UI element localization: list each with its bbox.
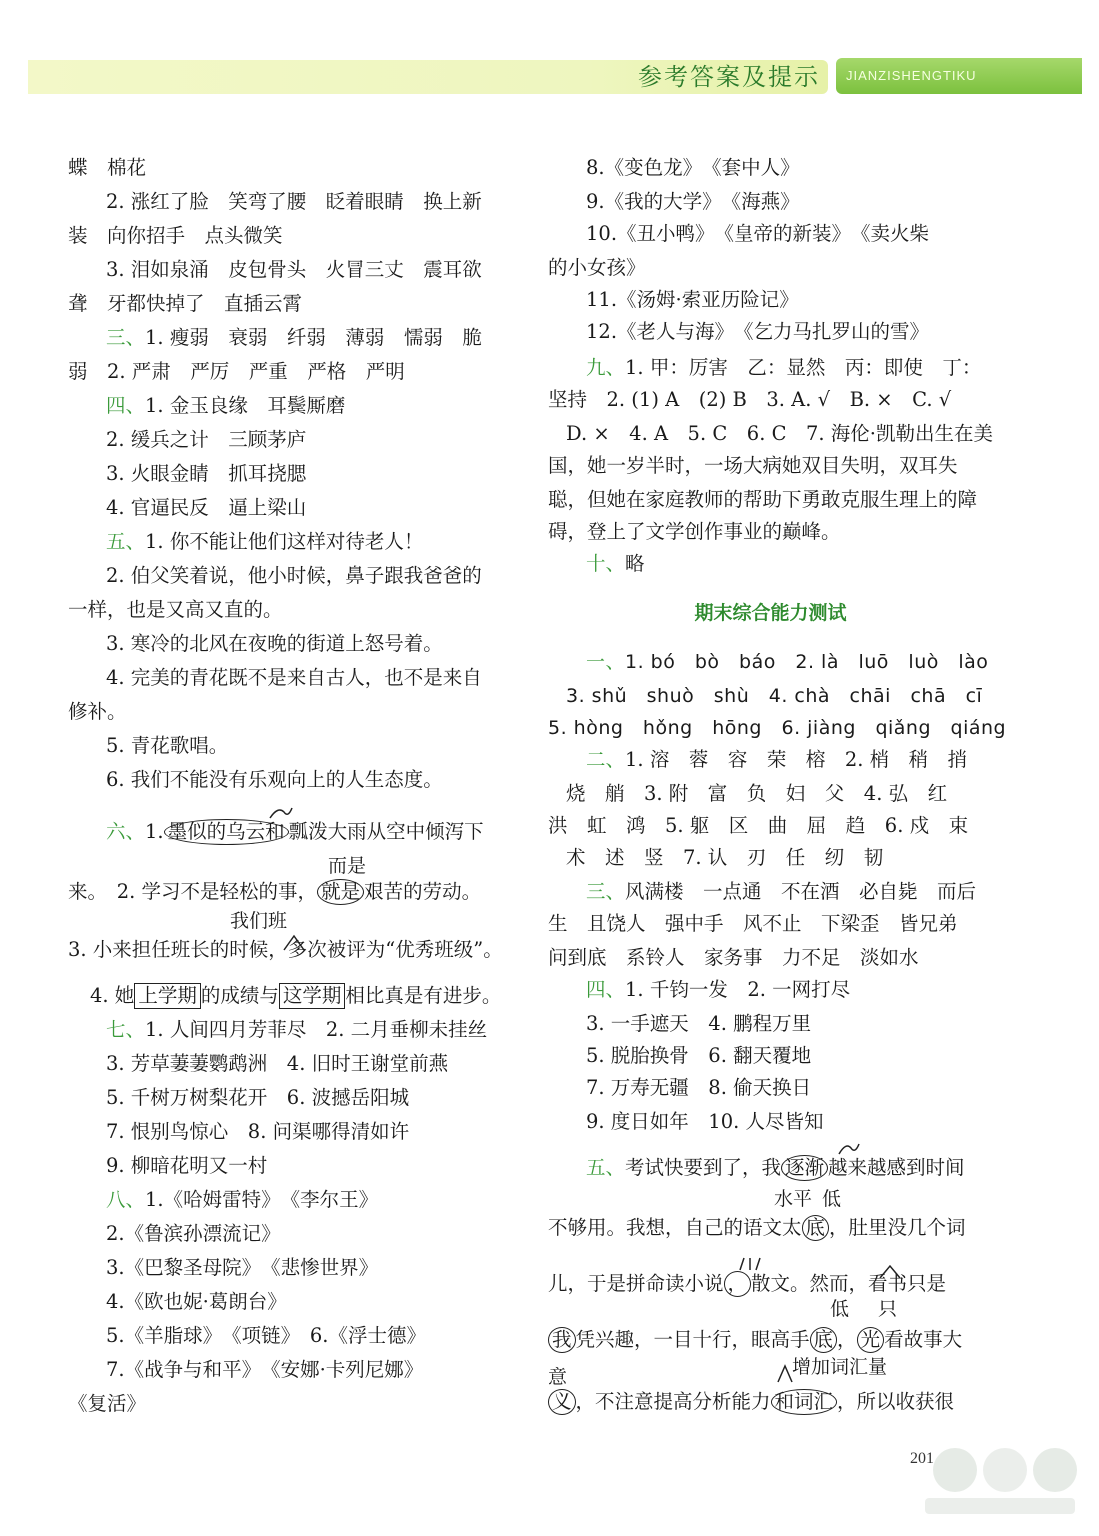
answer-text: ，肚里没几个词 [829, 1216, 966, 1239]
answer-line [586, 354, 981, 382]
answer-text: 4. 她 [90, 984, 135, 1007]
answer-line: 2. 缓兵之计 三顾茅庐 [106, 428, 307, 451]
answer-text: 相比真是有进步。 [345, 984, 502, 1007]
page-title: 参考答案及提示 [638, 63, 820, 91]
answer-text: 来。 2. 学习不是轻松的事， [68, 880, 318, 903]
answer-line: 3. 火眼金睛 抓耳挠腮 [106, 462, 307, 485]
answer-line: 《复活》 [68, 1392, 147, 1415]
answer-text: ，所以收获很 [837, 1390, 955, 1413]
circled-correction: 墨似的乌云和 [164, 819, 289, 845]
answer-line [106, 1186, 378, 1214]
circled-correction: 和词汇 [771, 1389, 838, 1415]
section-number: 六、 [106, 820, 146, 843]
answer-line [106, 392, 345, 420]
answer-line: 洪 虹 鸿 5. 躯 区 曲 屈 趋 6. 戍 束 [548, 814, 969, 837]
section-number: 四、 [106, 394, 146, 417]
section-number: 七、 [106, 1018, 146, 1041]
answer-text: 1. 甲：厉害 乙：显然 丙：即使 丁： [625, 356, 982, 379]
answer-line [106, 528, 423, 556]
answer-line: 3.《巴黎圣母院》 《悲惨世界》 [106, 1256, 379, 1279]
answer-text: 凭兴趣，一目十行，眼高手 [575, 1328, 810, 1351]
answer-line: 5. 脱胎换骨 6. 翻天覆地 [586, 1044, 812, 1067]
answer-line [586, 976, 850, 1004]
answer-line [548, 1214, 966, 1242]
answer-text: 1. 瘦弱 衰弱 纤弱 薄弱 懦弱 脆 [145, 326, 482, 349]
answer-line: 12.《老人与海》 《乞力马扎罗山的雪》 [586, 320, 930, 343]
answer-line: 11.《汤姆·索亚历险记》 [586, 288, 799, 311]
answer-line: 碍，登上了文学创作事业的巅峰。 [548, 520, 841, 543]
correction-note: 水平 [774, 1188, 813, 1210]
correction-note: 只 [878, 1298, 898, 1320]
circled-correction: 就是 [317, 879, 364, 905]
delete-mark-icon [836, 1140, 862, 1158]
answer-line: 2.《鲁滨孙漂流记》 [106, 1222, 281, 1245]
answer-text: 1. 千钧一发 2. 一网打尽 [625, 978, 851, 1001]
answer-text: 的成绩与 [200, 984, 279, 1007]
page-number: 201 [910, 1450, 934, 1467]
answer-line: 10.《丑小鸭》 《皇帝的新装》 《卖火柴 [586, 222, 930, 245]
answer-line: 3. 一手遮天 4. 鹏程万里 [586, 1012, 812, 1035]
answer-text: 1. [145, 820, 164, 843]
answer-line: 2. 伯父笑着说，他小时候，鼻子跟我爸爸的 [106, 564, 482, 587]
answer-line: 烧 艄 3. 附 富 负 妇 父 4. 弘 红 [566, 782, 948, 805]
answer-line: 问到底 系铃人 家务事 力不足 淡如水 [548, 946, 919, 969]
answer-line: 3. 小来担任班长的时候，多次被评为“优秀班级”。 [68, 938, 503, 961]
answer-line: D. × 4. A 5. C 6. C 7. 海伦·凯勒出生在美 [566, 422, 994, 445]
answer-text: 看故事大 [884, 1328, 963, 1351]
answer-line [586, 746, 967, 774]
answer-line: 7. 恨别鸟惊心 8. 问渠哪得清如许 [106, 1120, 410, 1143]
answer-line: 2. 涨红了脸 笑弯了腰 眨着眼睛 换上新 [106, 190, 482, 213]
answer-text: 不够用。我想，自己的语文太 [548, 1216, 802, 1239]
answer-text: 散文。然而，看书只是 [751, 1272, 947, 1295]
boxed-text: 上学期 [134, 983, 201, 1009]
section-number: 五、 [586, 1156, 626, 1179]
circled-correction: ， [724, 1271, 752, 1297]
answer-text: 1.《哈姆雷特》 《李尔王》 [145, 1188, 379, 1211]
section-number: 二、 [586, 748, 626, 771]
answer-line: 修补。 [68, 700, 127, 723]
correction-note: 意 [548, 1366, 568, 1388]
answer-line: 术 述 竖 7. 认 刃 任 纫 韧 [566, 846, 884, 869]
circled-correction: 我 [548, 1327, 576, 1353]
section-heading: 期末综合能力测试 [694, 602, 847, 624]
answer-line: 聪，但她在家庭教师的帮助下勇敢克服生理上的障 [548, 488, 978, 511]
watermark-logo-icon [915, 1440, 1085, 1520]
answer-line [586, 648, 988, 676]
section-number: 三、 [586, 880, 626, 903]
answer-line [106, 818, 484, 846]
answer-text: 瓢泼大雨从空中倾泻下 [288, 820, 484, 843]
correction-note: 低 [830, 1298, 850, 1320]
circled-correction: 底 [802, 1215, 830, 1241]
circled-correction: 光 [857, 1327, 885, 1353]
section-number: 一、 [586, 651, 626, 673]
answer-text: 1. bó bò báo 2. là luō luò lào [625, 651, 989, 673]
section-number: 五、 [106, 530, 146, 553]
circled-correction: 义 [548, 1389, 576, 1415]
answer-text: 艰苦的劳动。 [364, 880, 482, 903]
answer-text: ，不注意提高分析能力 [575, 1390, 771, 1413]
answer-line: 一样，也是又高又直的。 [68, 598, 283, 621]
answer-line: 蝶 棉花 [68, 156, 147, 179]
correction-note: 我们班 [230, 910, 288, 932]
answer-line: 5. 青花歌唱。 [106, 734, 229, 757]
correction-note: 低 [822, 1188, 842, 1210]
answer-line [106, 324, 482, 352]
section-number: 四、 [586, 978, 626, 1001]
answer-line: 4. 官逼民反 逼上梁山 [106, 496, 307, 519]
answer-text: 1. 金玉良缘 耳鬓厮磨 [145, 394, 346, 417]
answer-line: 9. 柳暗花明又一村 [106, 1154, 268, 1177]
answer-text: 略 [625, 552, 645, 575]
header-tab-label: JIANZISHENGTIKU [846, 68, 977, 83]
section-number: 三、 [106, 326, 146, 349]
answer-line: 5.《羊脂球》 《项链》 6.《浮士德》 [106, 1324, 426, 1347]
answer-line [586, 550, 645, 578]
answer-text: 1. 溶 蓉 容 荣 榕 2. 梢 稍 捎 [625, 748, 968, 771]
answer-text: 1. 人间四月芳菲尽 2. 二月垂柳未挂丝 [145, 1018, 488, 1041]
answer-line: 5. 千树万树梨花开 6. 波撼岳阳城 [106, 1086, 410, 1109]
answer-line [68, 878, 481, 906]
correction-note: 而是 [328, 855, 367, 877]
section-number: 九、 [586, 356, 626, 379]
answer-line: 装 向你招手 点头微笑 [68, 224, 283, 247]
answer-text: 越来越感到时间 [828, 1156, 965, 1179]
circled-correction: 逐渐 [781, 1155, 828, 1181]
boxed-text: 这学期 [279, 983, 346, 1009]
answer-line: 5. hòng hǒng hōng 6. jiàng qiǎng qiáng [548, 717, 1007, 739]
answer-line: 弱 2. 严肃 严厉 严重 严格 严明 [68, 360, 405, 383]
answer-line: 的小女孩》 [548, 256, 646, 279]
answer-line: 3. 芳草萋萋鹦鹉洲 4. 旧时王谢堂前燕 [106, 1052, 449, 1075]
delete-mark-icon [736, 1256, 766, 1272]
answer-line: 3. shǔ shuò shù 4. chà chāi chā cī [566, 685, 983, 707]
answer-line [106, 1016, 487, 1044]
answer-line: 坚持 2. (1) A (2) B 3. A. √ B. × C. √ [548, 388, 952, 411]
answer-text: 风满楼 一点通 不在酒 必自毙 而后 [625, 880, 977, 903]
answer-line: 8.《变色龙》 《套中人》 [586, 156, 800, 179]
delete-mark-icon [266, 804, 296, 822]
answer-line [586, 878, 976, 906]
section-number: 八、 [106, 1188, 146, 1211]
answer-line: 7. 万寿无疆 8. 偷天换日 [586, 1076, 812, 1099]
answer-line: 9.《我的大学》 《海燕》 [586, 190, 800, 213]
insert-mark-icon [878, 1262, 902, 1280]
answer-line: 聋 牙都快掉了 直插云霄 [68, 292, 303, 315]
answer-line [548, 1326, 962, 1354]
answer-text: 考试快要到了，我 [625, 1156, 782, 1179]
circled-correction: 底 [810, 1327, 838, 1353]
answer-line: 9. 度日如年 10. 人尽皆知 [586, 1110, 824, 1133]
answer-line [586, 1154, 965, 1182]
answer-line: 7.《战争与和平》 《安娜·卡列尼娜》 [106, 1358, 424, 1381]
answer-line: 4. 完美的青花既不是来自古人，也不是来自 [106, 666, 482, 689]
answer-line [548, 1388, 954, 1416]
answer-line: 3. 寒冷的北风在夜晚的街道上怒号着。 [106, 632, 443, 655]
answer-line: 3. 泪如泉涌 皮包骨头 火冒三丈 震耳欲 [106, 258, 482, 281]
answer-line [90, 982, 501, 1010]
section-number: 十、 [586, 552, 626, 575]
answer-line: 4.《欧也妮·葛朗台》 [106, 1290, 287, 1313]
answer-line: 国，她一岁半时，一场大病她双目失明，双耳失 [548, 454, 958, 477]
insert-mark-icon [776, 1362, 794, 1384]
answer-text: 1. 你不能让他们这样对待老人！ [145, 530, 424, 553]
answer-line: 6. 我们不能没有乐观向上的人生态度。 [106, 768, 443, 791]
correction-note: 增加词汇量 [792, 1356, 888, 1378]
answer-text: ， [837, 1328, 857, 1351]
answer-line: 生 且饶人 强中手 风不止 下梁歪 皆兄弟 [548, 912, 958, 935]
answer-text: 儿，于是拼命读小说 [548, 1272, 724, 1295]
